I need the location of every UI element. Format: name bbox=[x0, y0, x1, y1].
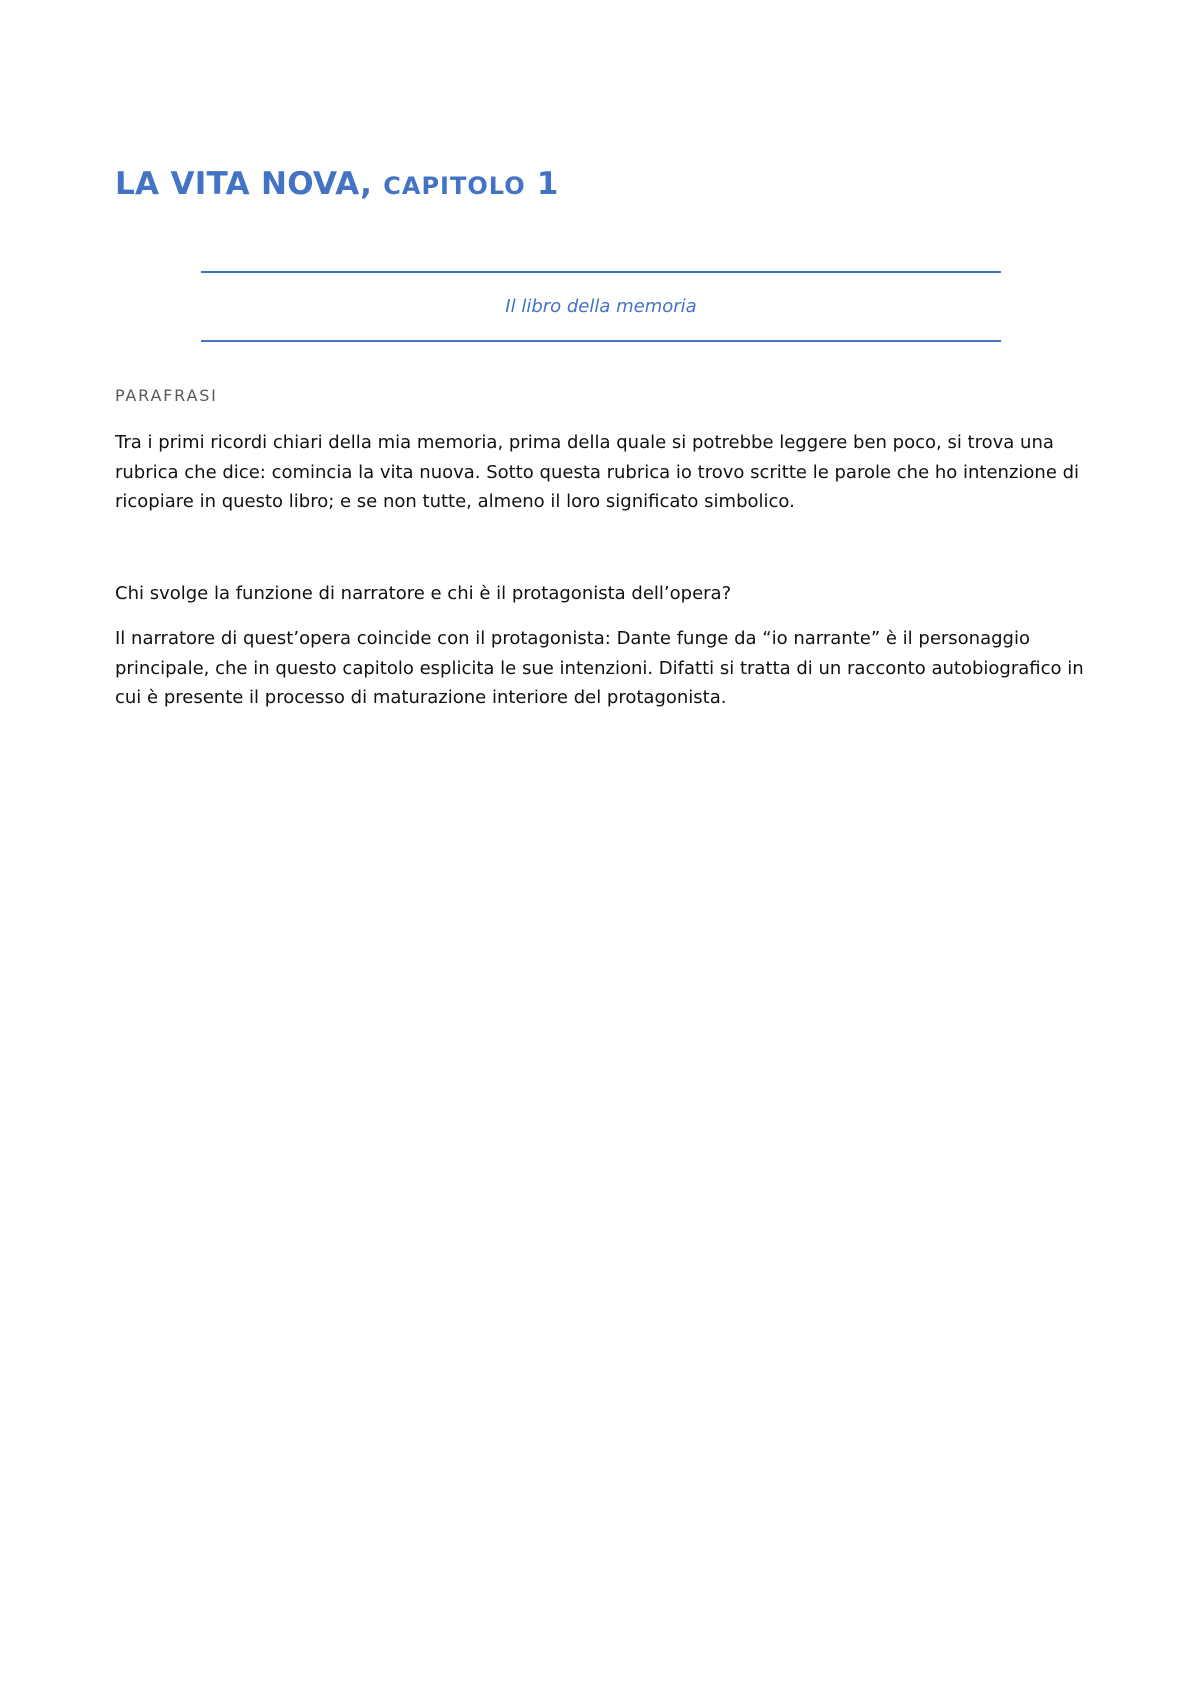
document-title bbox=[115, 164, 559, 206]
intense-quote-block bbox=[201, 271, 1001, 342]
answer-paragraph: Il narratore di quest’opera coincide con il protagonista: Dante funge da “io narrante” è il personaggio principale, che in questo capitolo esplicita le sue intenzioni. Difatti si tratta di un racconto autobiografico in cui è presente il processo di maturazione interiore del protagonista. bbox=[115, 628, 1084, 708]
title-number: 1 bbox=[536, 166, 559, 202]
question-paragraph: Chi svolge la funzione di narratore e chi è il protagonista dell’opera? bbox=[115, 583, 732, 604]
section-heading: PARAFRASI bbox=[115, 386, 218, 405]
title-main: LA VITA NOVA, bbox=[115, 166, 373, 202]
quote-text: Il libro della memoria bbox=[505, 296, 697, 317]
title-subtitle: CAPITOLO bbox=[383, 172, 526, 200]
paraphrase-paragraph: Tra i primi ricordi chiari della mia memoria, prima della quale si potrebbe leggere ben poco, si trova una rubrica che dice: comincia la vita nuova. Sotto questa rubrica io trovo scritte le parole che ho intenzione di ricopiare in questo libro; e se non tutte, almeno il loro significato simbolico. bbox=[115, 432, 1080, 512]
